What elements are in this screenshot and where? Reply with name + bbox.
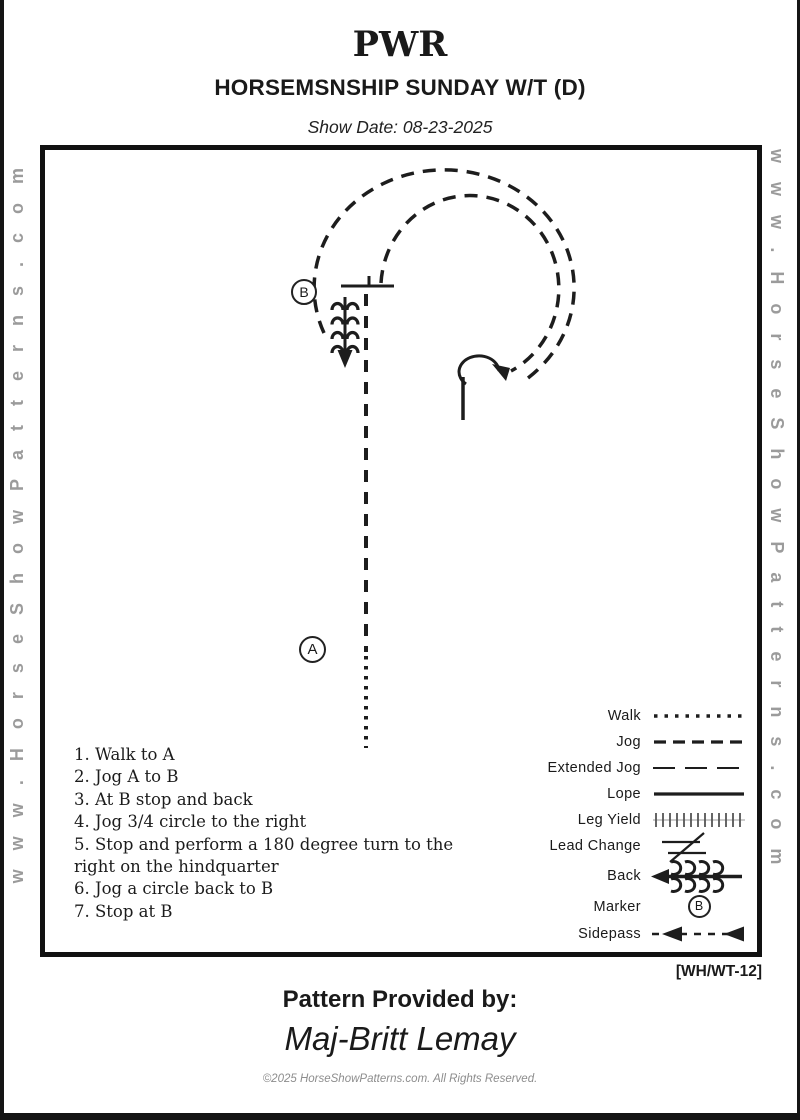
legend-label: Sidepass — [578, 926, 641, 942]
extended-jog-line-symbol — [650, 755, 748, 781]
legend-row-sidepass — [514, 921, 748, 947]
instructions-list — [74, 744, 482, 923]
legend-row-lead-change — [514, 833, 748, 859]
page-edge-bottom — [0, 1113, 800, 1120]
copyright-line: ©2025 HorseShowPatterns.com. All Rights Reserved. — [262, 1073, 538, 1085]
walk-line-symbol — [650, 703, 748, 729]
instruction-step: 4. Jog 3/4 circle to the right — [74, 812, 307, 832]
pattern-code: [WH/WT-12] — [675, 963, 762, 980]
legend-label: Leg Yield — [577, 812, 641, 828]
instruction-step: 5. Stop and perform a 180 degree turn to the right on the hindquarter — [74, 834, 454, 877]
legend-label: Back — [607, 867, 641, 884]
legend-marker-letter: B — [694, 899, 704, 914]
marker-a-letter: A — [307, 641, 318, 658]
legend-row-extended-jog — [514, 755, 748, 781]
legend-label: Lope — [607, 786, 641, 802]
legend-row-jog — [514, 729, 748, 755]
watermark-left: www.HorseShowPatterns.com — [7, 149, 27, 884]
page-title: PWR — [352, 24, 448, 65]
marker-a — [299, 636, 326, 663]
page-edge-left — [0, 0, 4, 1120]
legend-label: Jog — [616, 734, 641, 750]
jog-line-symbol — [650, 729, 748, 755]
legend — [514, 703, 748, 947]
legend-label: Walk — [607, 708, 641, 724]
legend-row-marker — [514, 892, 748, 921]
back-arrow-symbol — [650, 860, 748, 892]
marker-b — [291, 279, 317, 305]
instruction-step: 7. Stop at B — [74, 901, 173, 921]
provided-by-label: Pattern Provided by: — [282, 986, 518, 1013]
lead-change-symbol — [650, 833, 748, 859]
marker-symbol — [650, 895, 748, 918]
legend-row-leg-yield — [514, 807, 748, 833]
legend-label: Extended Jog — [547, 760, 641, 776]
provided-by-name: Maj-Britt Lemay — [284, 1020, 516, 1057]
marker-b-letter: B — [299, 284, 309, 300]
legend-label: Lead Change — [549, 838, 641, 854]
legend-row-lope — [514, 781, 748, 807]
class-subtitle: HORSEMSNSHIP SUNDAY W/T (D) — [214, 75, 586, 100]
leg-yield-symbol — [650, 807, 748, 833]
legend-marker-circle — [688, 895, 711, 918]
instruction-step: 3. At B stop and back — [74, 789, 253, 809]
legend-row-back — [514, 859, 748, 892]
show-date: Show Date: 08-23-2025 — [307, 117, 493, 137]
legend-label: Marker — [593, 898, 641, 915]
instruction-step: 1. Walk to A — [74, 745, 175, 764]
watermark-right: www.HorseShowPatterns.com — [767, 149, 787, 884]
sidepass-arrow-symbol — [650, 921, 748, 947]
instruction-step: 6. Jog a circle back to B — [74, 879, 274, 899]
lope-line-symbol — [650, 781, 748, 807]
legend-row-walk — [514, 703, 748, 729]
instruction-step: 2. Jog A to B — [74, 767, 179, 787]
